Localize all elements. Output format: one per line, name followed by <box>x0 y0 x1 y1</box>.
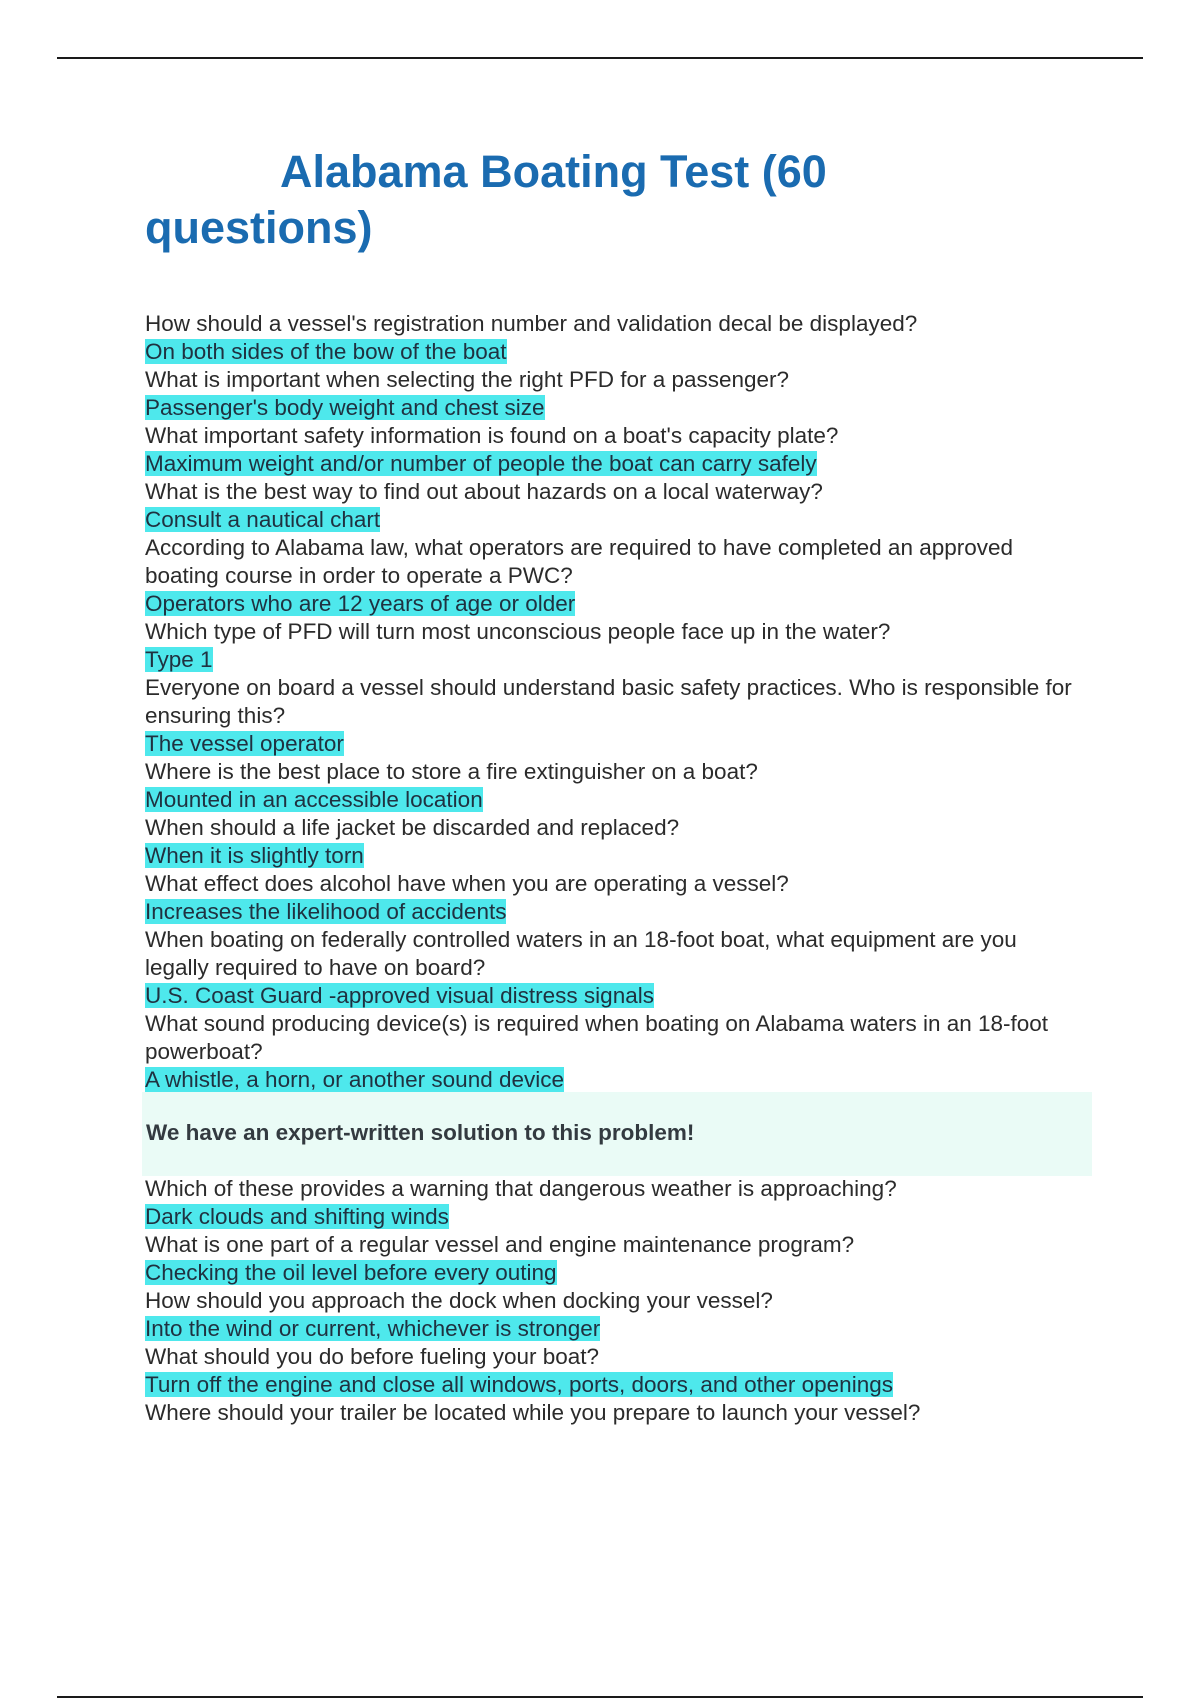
question-text: What should you do before fueling your boat? <box>145 1344 600 1369</box>
title-line-2: questions) <box>145 202 373 253</box>
answer-highlight: Turn off the engine and close all windows, ports, doors, and other openings <box>145 1372 893 1397</box>
answer-highlight: Dark clouds and shifting winds <box>145 1204 449 1229</box>
question-text: Which of these provides a warning that dangerous weather is approaching? <box>145 1176 897 1201</box>
qa-list-part2 <box>145 1175 1085 1427</box>
solution-callout <box>142 1092 1092 1176</box>
question-text: Where is the best place to store a fire extinguisher on a boat? <box>145 759 758 784</box>
question-text: What effect does alcohol have when you are operating a vessel? <box>145 871 789 896</box>
answer-line <box>145 730 1085 758</box>
answer-highlight: Consult a nautical chart <box>145 507 381 532</box>
title-line-1: Alabama Boating Test (60 <box>280 146 827 197</box>
answer-line <box>145 1203 1085 1231</box>
answer-highlight: Checking the oil level before every outing <box>145 1260 557 1285</box>
answer-line <box>145 338 1085 366</box>
top-rule <box>57 57 1143 59</box>
answer-highlight: Into the wind or current, whichever is stronger <box>145 1316 601 1341</box>
answer-highlight: Passenger's body weight and chest size <box>145 395 545 420</box>
question-text: Everyone on board a vessel should understand basic safety practices. Who is responsible for ensuring this? <box>145 675 1072 728</box>
answer-line <box>145 590 1085 618</box>
question-text: How should a vessel's registration number and validation decal be displayed? <box>145 311 918 336</box>
answer-line <box>145 1259 1085 1287</box>
question-text: How should you approach the dock when docking your vessel? <box>145 1288 773 1313</box>
answer-line <box>145 450 1085 478</box>
question-text: What important safety information is found on a boat's capacity plate? <box>145 423 839 448</box>
answer-line <box>145 646 1085 674</box>
answer-line <box>145 394 1085 422</box>
question-text: When should a life jacket be discarded and replaced? <box>145 815 680 840</box>
answer-highlight: Operators who are 12 years of age or older <box>145 591 576 616</box>
answer-highlight: When it is slightly torn <box>145 843 364 868</box>
answer-line <box>145 1315 1085 1343</box>
answer-highlight: U.S. Coast Guard -approved visual distress signals <box>145 983 654 1008</box>
answer-line <box>145 1066 1085 1094</box>
answer-line <box>145 898 1085 926</box>
question-text: What is the best way to find out about hazards on a local waterway? <box>145 479 823 504</box>
answer-line <box>145 1371 1085 1399</box>
answer-highlight: Mounted in an accessible location <box>145 787 483 812</box>
question-text: According to Alabama law, what operators are required to have completed an approved boating course in order to operate a PWC? <box>145 535 1014 588</box>
answer-line <box>145 786 1085 814</box>
qa-list-part1 <box>145 310 1085 1094</box>
answer-highlight: Maximum weight and/or number of people the boat can carry safely <box>145 451 817 476</box>
answer-highlight: On both sides of the bow of the boat <box>145 339 507 364</box>
answer-line <box>145 506 1085 534</box>
question-text: What is important when selecting the right PFD for a passenger? <box>145 367 790 392</box>
question-text: What is one part of a regular vessel and engine maintenance program? <box>145 1232 855 1257</box>
answer-line <box>145 982 1085 1010</box>
answer-highlight: Increases the likelihood of accidents <box>145 899 507 924</box>
question-text: Which type of PFD will turn most unconscious people face up in the water? <box>145 619 891 644</box>
question-text: What sound producing device(s) is required when boating on Alabama waters in an 18-foot powerboat? <box>145 1011 1049 1064</box>
answer-highlight: A whistle, a horn, or another sound device <box>145 1067 565 1092</box>
answer-highlight: The vessel operator <box>145 731 344 756</box>
question-text: Where should your trailer be located while you prepare to launch your vessel? <box>145 1400 921 1425</box>
answer-highlight: Type 1 <box>145 647 213 672</box>
bottom-rule <box>57 1696 1143 1698</box>
document-title <box>145 144 1045 256</box>
solution-callout-text: We have an expert-written solution to this problem! <box>146 1120 695 1145</box>
question-text: When boating on federally controlled waters in an 18-foot boat, what equipment are you legally required to have on board? <box>145 927 1017 980</box>
answer-line <box>145 842 1085 870</box>
